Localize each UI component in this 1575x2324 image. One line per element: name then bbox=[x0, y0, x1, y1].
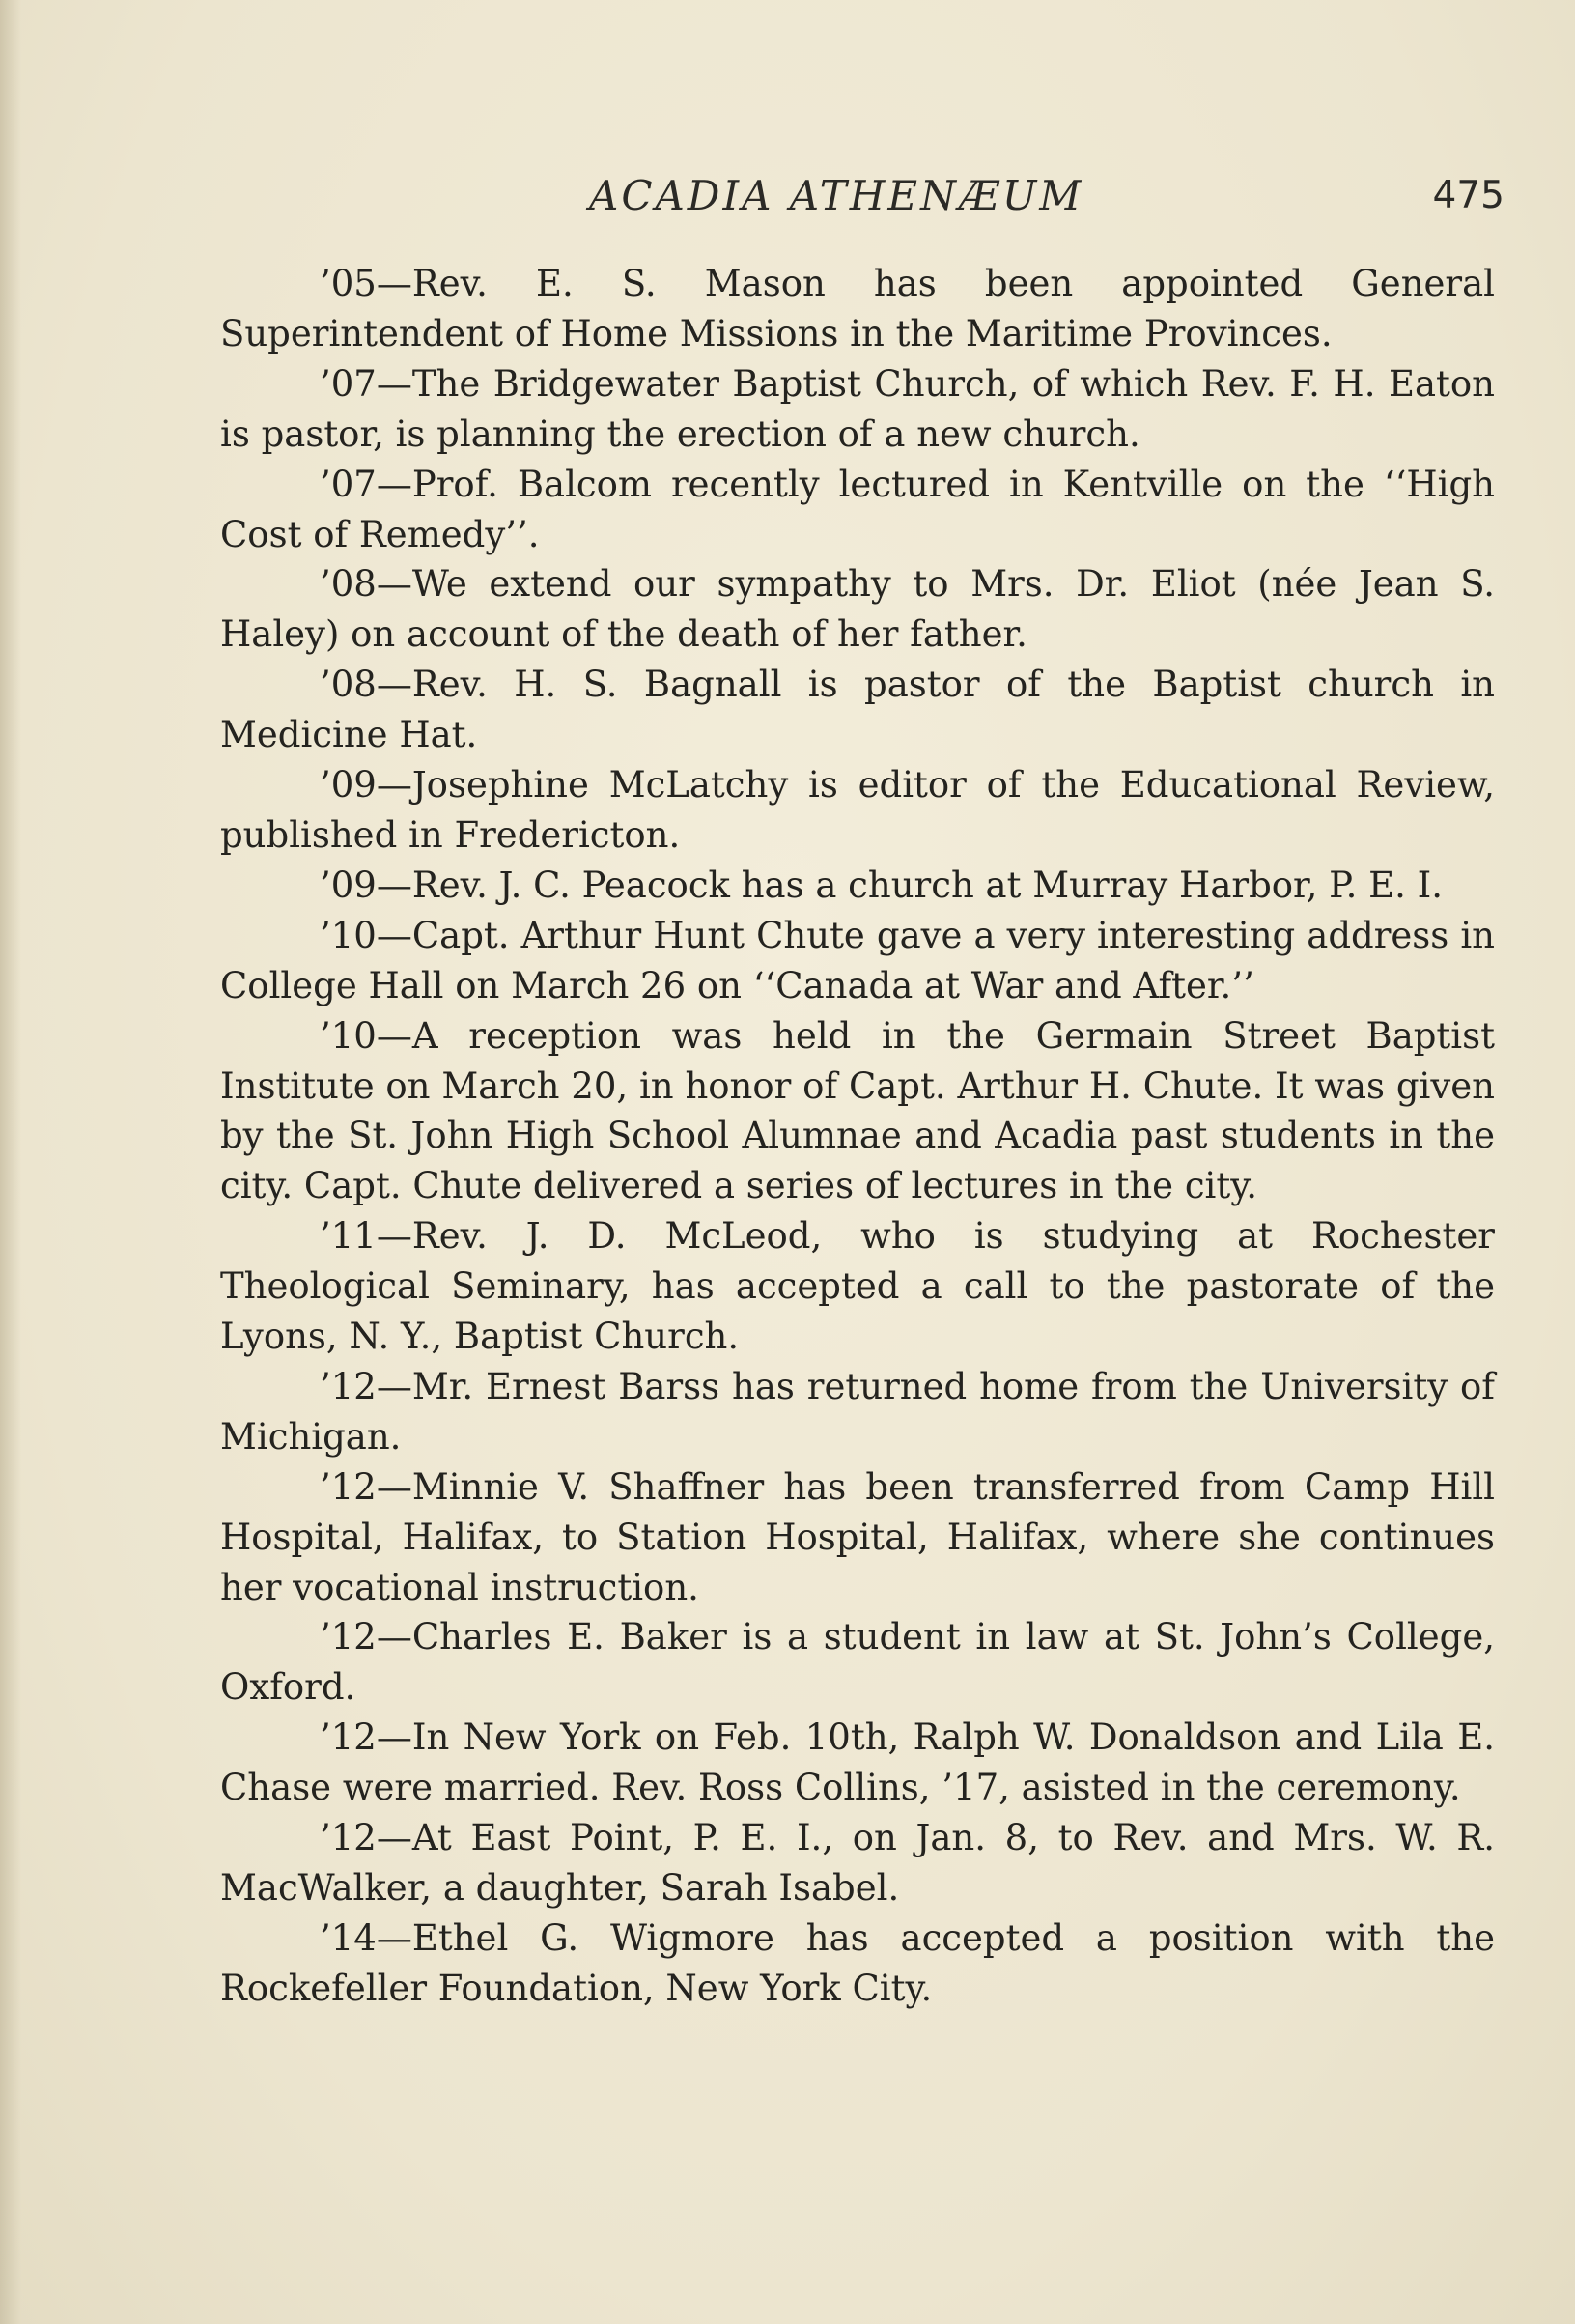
note-paragraph: ’12—In New York on Feb. 10th, Ralph W. Donaldson and Lila E. Chase were married. Rev. Ross Collins, ’17, asisted in the ceremony. bbox=[220, 1716, 1495, 1809]
alumni-notes bbox=[220, 259, 1495, 2014]
note-paragraph: ’11—Rev. J. D. McLeod, who is studying at Rochester Theological Seminary, has accepted a call to the pastorate of the Lyons, N. Y., Baptist Church. bbox=[220, 1215, 1495, 1358]
note-paragraph: ’10—A reception was held in the Germain Street Baptist Institute on March 20, in honor of Capt. Arthur H. Chute. It was given by the St. John High School Alumnae and Acadia past students in the city. Capt. Chute delivered a series of lectures in the city. bbox=[220, 1014, 1495, 1207]
journal-title: ACADIA ATHENÆUM bbox=[589, 172, 1084, 219]
note-paragraph: ’09—Josephine McLatchy is editor of the Educational Review, published in Fredericton. bbox=[220, 764, 1495, 856]
note-paragraph: ’09—Rev. J. C. Peacock has a church at Murray Harbor, P. E. I. bbox=[320, 864, 1444, 906]
note-paragraph: ’08—Rev. H. S. Bagnall is pastor of the Baptist church in Medicine Hat. bbox=[220, 664, 1495, 756]
note-paragraph: ’12—Mr. Ernest Barss has returned home from the University of Michigan. bbox=[220, 1365, 1495, 1458]
note-paragraph: ’12—Charles E. Baker is a student in law at St. John’s College, Oxford. bbox=[220, 1616, 1495, 1709]
note-paragraph: ’10—Capt. Arthur Hunt Chute gave a very interesting address in College Hall on March 26 on ‘‘Canada at War and After.’’ bbox=[220, 914, 1495, 1006]
note-paragraph: ’05—Rev. E. S. Mason has been appointed General Superintendent of Home Missions in the Maritime Provinces. bbox=[220, 263, 1495, 354]
note-paragraph: ’14—Ethel G. Wigmore has accepted a position with the Rockefeller Foundation, New York City. bbox=[220, 1916, 1495, 2009]
note-paragraph: ’07—The Bridgewater Baptist Church, of which Rev. F. H. Eaton is pastor, is planning the erection of a new church. bbox=[220, 362, 1495, 455]
note-paragraph: ’08—We extend our sympathy to Mrs. Dr. Eliot (née Jean S. Haley) on account of the death of her father. bbox=[220, 563, 1495, 656]
note-paragraph: ’07—Prof. Balcom recently lectured in Kentville on the ‘‘High Cost of Remedy’’. bbox=[220, 463, 1495, 555]
note-paragraph: ’12—Minnie V. Shaffner has been transferred from Camp Hill Hospital, Halifax, to Station Hospital, Halifax, where she continues her vocational instruction. bbox=[220, 1465, 1495, 1608]
running-head bbox=[220, 172, 1505, 230]
page-number: 475 bbox=[1432, 174, 1505, 217]
page-edge-shadow bbox=[0, 0, 21, 2324]
note-paragraph: ’12—At East Point, P. E. I., on Jan. 8, to Rev. and Mrs. W. R. MacWalker, a daughter, Sarah Isabel. bbox=[220, 1817, 1495, 1909]
